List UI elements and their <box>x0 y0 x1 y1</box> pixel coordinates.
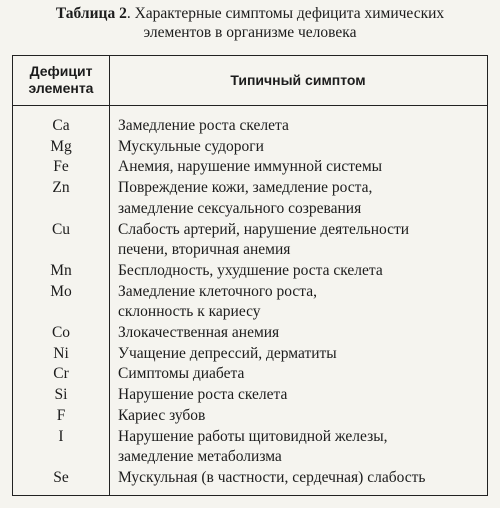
symptom-cell <box>109 178 487 219</box>
symptom-cell <box>109 468 487 489</box>
symptom-text: замедление метаболизма <box>118 448 282 466</box>
symptom-cell <box>109 157 487 178</box>
header-left-line1: Дефицит <box>29 63 93 79</box>
table-body <box>13 116 487 489</box>
table-row <box>13 385 487 406</box>
header-element-deficit <box>13 56 109 104</box>
table-row <box>13 364 487 385</box>
symptom-text: Замедление роста скелета <box>118 117 289 134</box>
table-caption <box>0 4 500 23</box>
symptom-cell <box>109 344 487 365</box>
element-symbol: Ni <box>53 344 69 362</box>
table-row <box>13 344 487 365</box>
symptom-text: Нарушение работы щитовидной железы, <box>118 427 388 445</box>
element-symbol: Mg <box>50 137 72 155</box>
element-symbol: Cu <box>51 220 71 238</box>
element-symbol: Si <box>54 386 68 404</box>
symptom-text: Симптомы диабета <box>118 365 245 383</box>
symptom-text: склонность к кариесу <box>118 303 261 321</box>
symptom-cell <box>109 282 487 323</box>
table-row <box>13 468 487 489</box>
symptom-cell <box>109 220 487 261</box>
caption-label: Таблица 2 <box>55 5 127 22</box>
element-symbol: Zn <box>52 179 70 197</box>
header-left-line2: элемента <box>28 80 94 96</box>
table-row <box>13 220 487 261</box>
symptom-text: Учащение депрессий, дерматиты <box>118 344 337 362</box>
element-symbol: Fe <box>53 158 69 176</box>
caption-text-line2: элементов в организме человека <box>143 24 357 41</box>
symptom-text: Нарушение роста скелета <box>118 386 288 404</box>
table-row <box>13 323 487 344</box>
header-divider <box>13 105 487 106</box>
table-row <box>13 261 487 282</box>
symptom-text: Повреждение кожи, замедление роста, <box>118 179 373 197</box>
deficiency-table <box>12 55 488 496</box>
symptom-cell <box>109 364 487 385</box>
element-symbol: Ca <box>52 117 70 134</box>
table-row <box>13 406 487 427</box>
symptom-text: Слабость артерий, нарушение деятельности <box>118 220 410 238</box>
symptom-text: Кариес зубов <box>118 406 206 424</box>
element-symbol: Mn <box>50 261 72 279</box>
symptom-cell <box>109 323 487 344</box>
table-row <box>13 116 487 137</box>
symptom-text: Злокачественная анемия <box>118 324 280 342</box>
symptom-text: замедление сексуального созревания <box>118 199 362 217</box>
symptom-text: Анемия, нарушение иммунной системы <box>118 158 383 176</box>
symptom-text: Замедление клеточного роста, <box>118 282 317 300</box>
table-row <box>13 282 487 323</box>
symptom-cell <box>109 116 487 137</box>
symptom-cell <box>109 427 487 468</box>
element-symbol: F <box>56 406 66 424</box>
symptom-cell <box>109 137 487 158</box>
symptom-text: печени, вторичная анемия <box>118 241 291 259</box>
symptom-cell <box>109 261 487 282</box>
element-symbol: I <box>58 427 64 445</box>
table-row <box>13 137 487 158</box>
element-symbol: Se <box>53 468 69 486</box>
table-row <box>13 178 487 219</box>
symptom-text: Мускульные судороги <box>118 137 264 155</box>
element-symbol: Mo <box>50 282 72 300</box>
caption-text-line1: . Характерные симптомы дефицита химических <box>126 5 445 22</box>
header-typical-symptom: Типичный симптом <box>230 72 366 88</box>
table-row <box>13 157 487 178</box>
table-row <box>13 427 487 468</box>
element-symbol: Co <box>51 324 71 342</box>
symptom-text: Мускульная (в частности, сердечная) слабость <box>118 468 426 486</box>
element-symbol: Cr <box>53 365 69 383</box>
symptom-text: Бесплодность, ухудшение роста скелета <box>118 261 383 279</box>
symptom-cell <box>109 385 487 406</box>
symptom-cell <box>109 406 487 427</box>
